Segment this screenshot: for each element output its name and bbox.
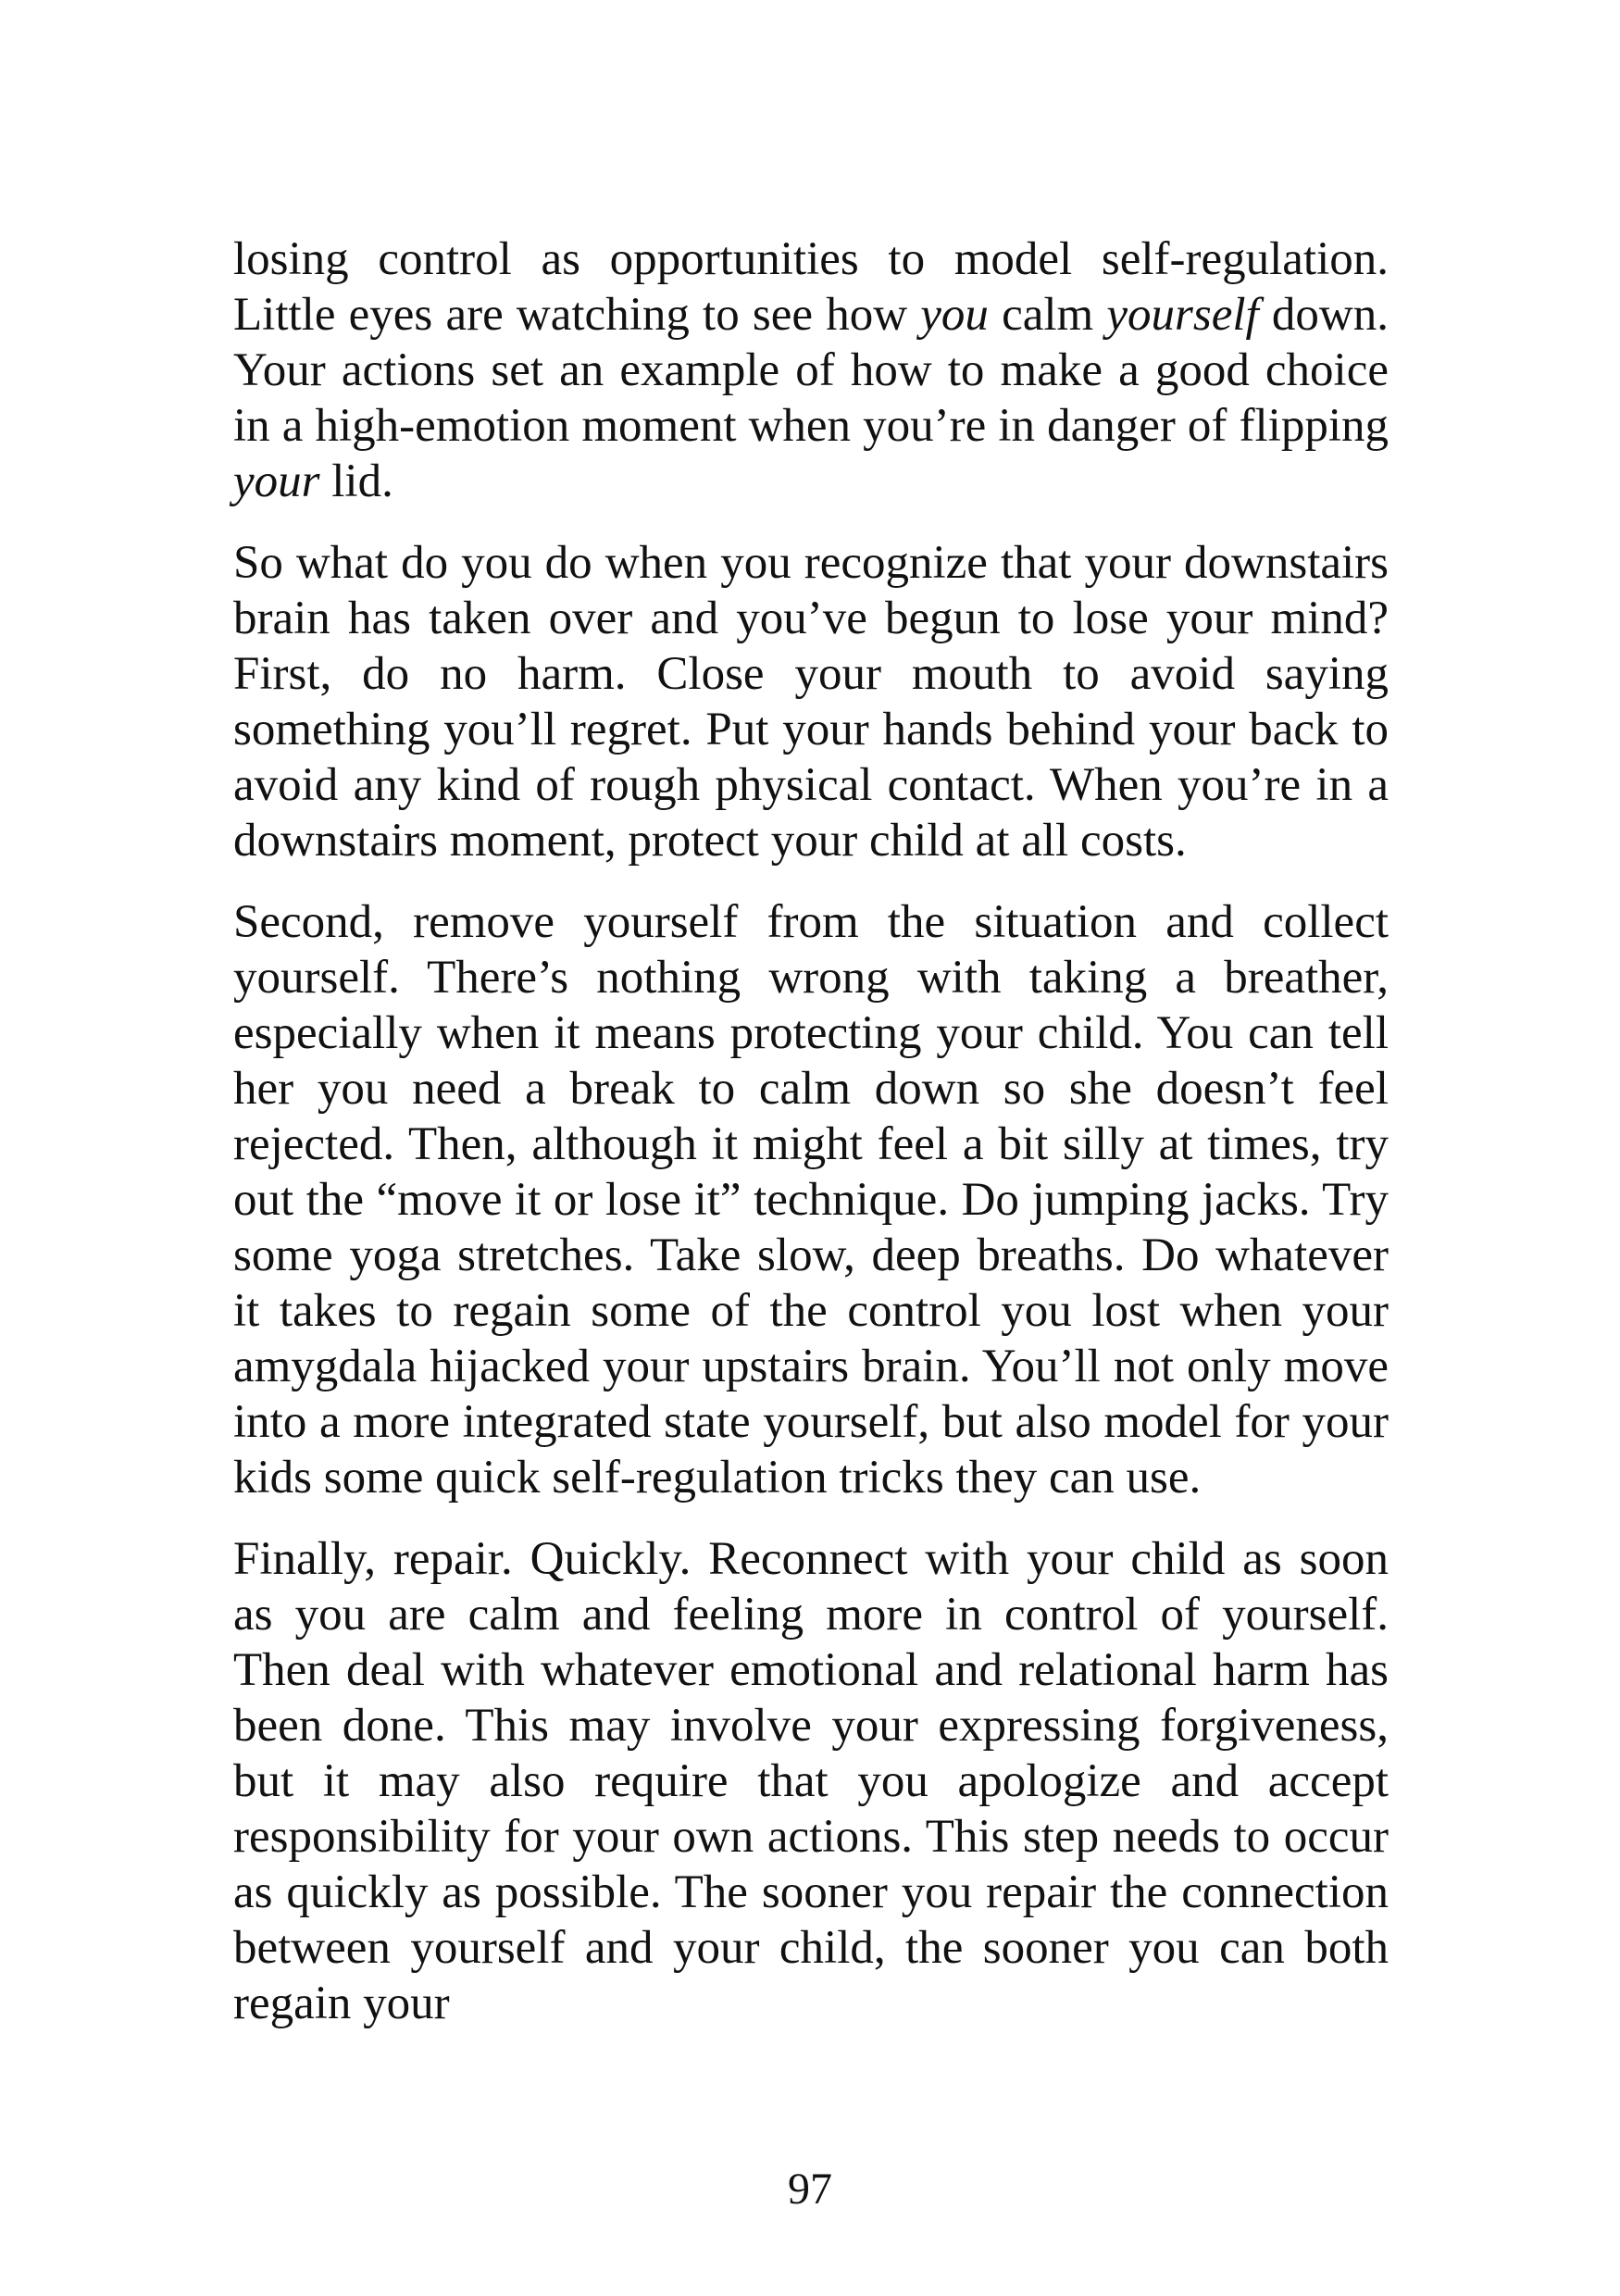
page-number: 97 [788, 2165, 832, 2214]
emphasis-yourself: yourself [1106, 289, 1259, 341]
paragraph-2-text: So what do you do when you recognize that your downstairs brain has taken over and you’ve begun to lose your mind? First, do no harm. Close your mouth to avoid saying something you’ll regret. Put your hands behind your back to avoid any kind of rough physical contact. When you’re in a downstairs moment, protect your child at all costs. [233, 537, 1389, 867]
paragraph-4-text: Finally, repair. Quickly. Reconnect with your child as soon as you are calm and feeling more in control of yourself. Then deal with whatever emotional and relational harm has been done. This may involve your expressing forgiveness, but it may also require that you apologize and accept responsibility for your own actions. This step needs to occur as quickly as possible. The sooner you repair the connection between yourself and your child, the sooner you can both regain your [233, 1533, 1389, 2029]
paragraph-1-text: down. Your actions set an example of how to make a good choice in a high-emotion moment when you’re in danger of flipping [233, 289, 1389, 452]
paragraph-1-text: losing control as opportunities to model self-regulation. Little eyes are watching to see how [233, 233, 1389, 341]
emphasis-you: you [920, 289, 989, 341]
paragraph-1 [233, 231, 1389, 509]
paragraph-1-text: calm [988, 289, 1107, 341]
paragraph-2 [233, 535, 1389, 868]
paragraph-1-text: lid. [319, 455, 393, 507]
paragraph-4 [233, 1531, 1389, 2031]
body-text [233, 231, 1389, 2057]
paragraph-3 [233, 894, 1389, 1505]
paragraph-3-text: Second, remove yourself from the situation and collect yourself. There’s nothing wrong with taking a breather, especially when it means protecting your child. You can tell her you need a break to calm down so she doesn’t feel rejected. Then, although it might feel a bit silly at times, try out the “move it or lose it” technique. Do jumping jacks. Try some yoga stretches. Take slow, deep breaths. Do whatever it takes to regain some of the control you lost when your amygdala hijacked your upstairs brain. You’ll not only move into a more integrated state yourself, but also model for your kids some quick self-regulation tricks they can use. [233, 896, 1389, 1504]
emphasis-your: your [233, 455, 320, 507]
